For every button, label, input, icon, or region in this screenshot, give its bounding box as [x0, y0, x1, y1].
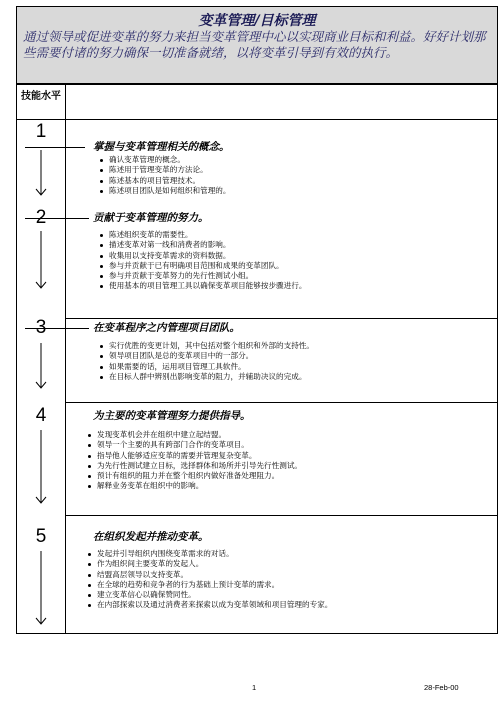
- list-item: 如果需要的话，运用项目管理工具软件。: [99, 362, 314, 372]
- list-item: 在内部探索以及通过消费者来探索以成为变革领域和项目管理的专家。: [87, 600, 332, 610]
- list-item: 确认变革管理的概念。: [99, 155, 231, 165]
- level-3-list: [99, 341, 314, 382]
- page-number: 1: [252, 683, 257, 692]
- row-divider: [65, 515, 497, 516]
- level-5-title: 在组织发起并推动变革。: [93, 531, 209, 543]
- row-divider: [65, 402, 497, 403]
- level-2-underline: [25, 218, 89, 219]
- list-item: 在目标人群中辨别出影响变革的阻力，并辅助决议的完成。: [99, 372, 314, 382]
- level-5-list: [87, 549, 332, 611]
- level-1-title: 掌握与变革管理相关的概念。: [93, 141, 230, 153]
- list-item: 解释业务变革在组织中的影响。: [87, 481, 302, 491]
- header-banner: [16, 6, 498, 84]
- list-item: 发现变革机会并在组织中建立起结盟。: [87, 430, 302, 440]
- column-divider: [65, 85, 66, 633]
- skill-level-header-label: 技能水平: [21, 91, 61, 102]
- list-item: 实行优胜的变更计划，其中包括对整个组织和外部的支持性。: [99, 341, 314, 351]
- level-1-list: [99, 155, 231, 196]
- level-5-number: 5: [35, 526, 47, 547]
- level-1-number: 1: [35, 121, 47, 142]
- level-2-arrow-icon: [33, 231, 49, 291]
- level-4-arrow-icon: [33, 430, 49, 506]
- footer-date: 28-Feb-00: [424, 683, 459, 692]
- page-title: 变革管理/目标管理: [198, 13, 316, 29]
- skill-level-table: [16, 84, 498, 634]
- level-4-list: [87, 430, 302, 492]
- level-3-arrow-icon: [33, 343, 49, 391]
- level-4-number: 4: [35, 405, 47, 426]
- list-item: 领导项目团队是总的变革项目中的一部分。: [99, 351, 314, 361]
- list-item: 收集用以支持变革需求的资料数据。: [99, 251, 306, 261]
- level-2-list: [99, 230, 306, 292]
- list-item: 陈述基本的项目管理技术。: [99, 176, 231, 186]
- list-item: 发起并引导组织内围绕变革需求的对话。: [87, 549, 332, 559]
- list-item: 指导他人能够适应变革的需要并管理复杂变革。: [87, 451, 302, 461]
- level-4-title: 为主要的变革管理努力提供指导。: [93, 410, 251, 422]
- list-item: 参与并贡献于已有明确项目范围和成果的变革团队。: [99, 261, 306, 271]
- level-1-arrow-icon: [33, 150, 49, 198]
- list-item: 在全球的趋势和竞争者的行为基础上预计变革的需求。: [87, 580, 332, 590]
- level-3-title: 在变革程序之内管理项目团队。: [93, 322, 240, 334]
- list-item: 陈述用于管理变革的方法论。: [99, 165, 231, 175]
- skill-level-header: [17, 90, 65, 103]
- list-item: 描述变革对第一线和消费者的影响。: [99, 240, 306, 250]
- list-item: 结盟高层领导以支持变革。: [87, 570, 332, 580]
- list-item: 陈述项目团队是如何组织和管理的。: [99, 186, 231, 196]
- page-subtitle: 通过领导或促进变革的努力来担当变革管理中心以实现商业目标和利益。好好计划那些需要付诸的努力确保一切准备就绪，以将变革引导到有效的执行。: [23, 29, 486, 60]
- row-divider: [65, 318, 497, 319]
- level-2-title: 贡献于变革管理的努力。: [93, 212, 209, 224]
- list-item: 建立变革信心以确保赞同性。: [87, 590, 332, 600]
- list-item: 陈述组织变革的需要性。: [99, 230, 306, 240]
- list-item: 参与并贡献于变革努力的先行性测试小组。: [99, 271, 306, 281]
- level-1-underline: [25, 147, 85, 148]
- level-3-underline: [25, 328, 89, 329]
- level-5-arrow-icon: [33, 551, 49, 627]
- row-divider: [17, 119, 497, 120]
- list-item: 预计有组织的阻力并在整个组织内做好准备处理阻力。: [87, 471, 302, 481]
- list-item: 领导一个主要的具有跨部门合作的变革项目。: [87, 440, 302, 450]
- list-item: 作为组织间主要变革的发起人。: [87, 559, 332, 569]
- list-item: 使用基本的项目管理工具以确保变革项目能够按步骤进行。: [99, 281, 306, 291]
- list-item: 为先行性测试建立目标，选择群体和场所并引导先行性测试。: [87, 461, 302, 471]
